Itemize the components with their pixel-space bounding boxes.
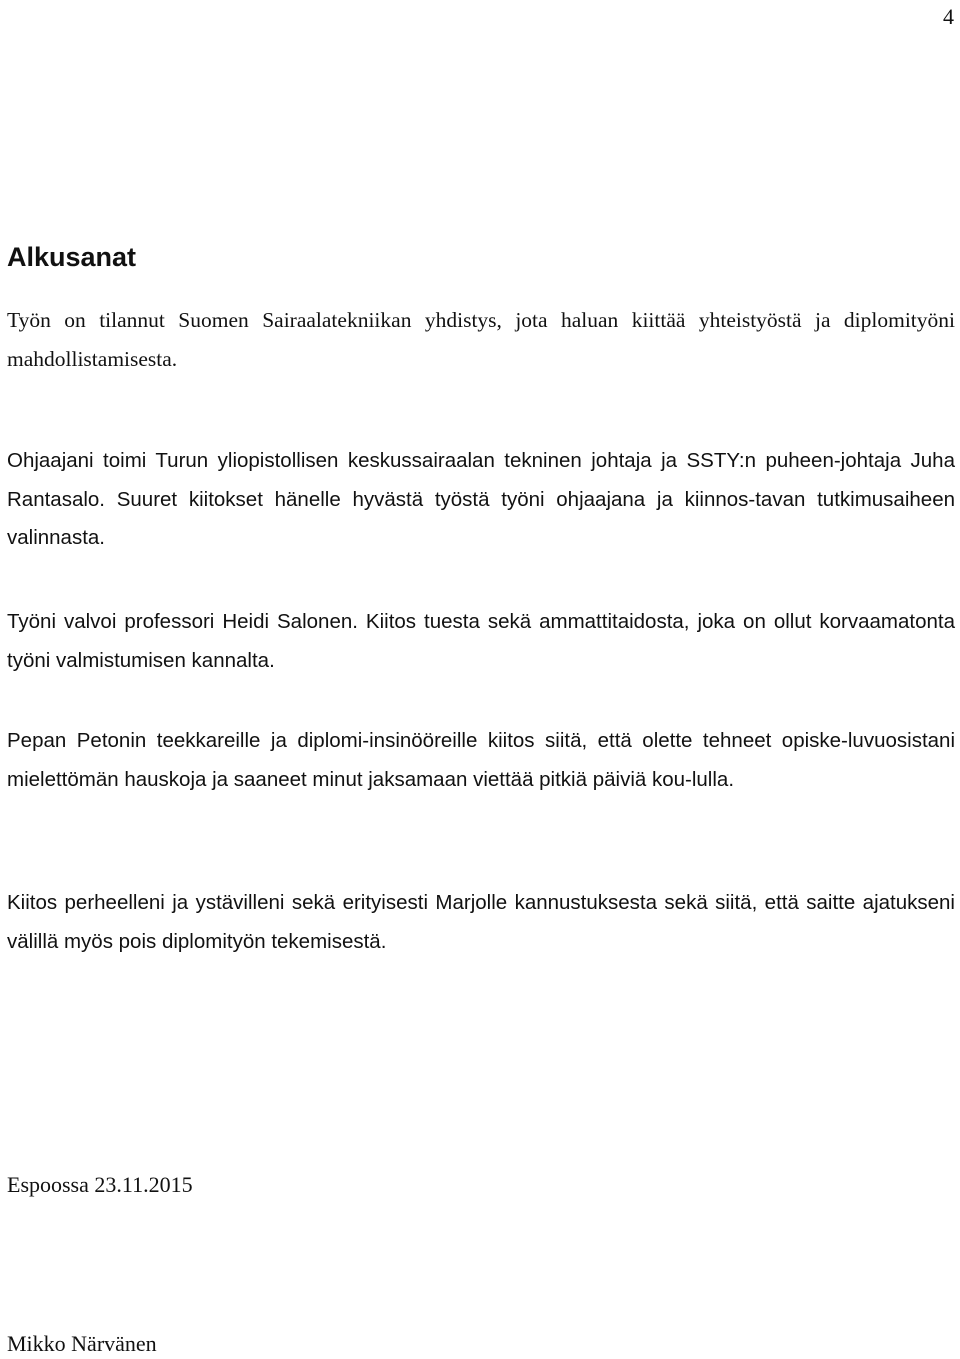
page-number: 4	[943, 4, 954, 29]
paragraph-commission: Työn on tilannut Suomen Sairaalatekniikan yhdistys, jota haluan kiittää yhteistyöstä ja diplomityöni mahdollistamisesta.	[7, 308, 955, 371]
place-date: Espoossa 23.11.2015	[7, 1172, 193, 1197]
section-heading: Alkusanat	[7, 242, 137, 272]
paragraph-family: Kiitos perheelleni ja ystävilleni sekä erityisesti Marjolle kannustuksesta sekä siitä, että saitte ajatukseni välillä myös pois diplomityön tekemisestä.	[7, 891, 955, 953]
paragraph-students: Pepan Petonin teekkareille ja diplomi-insinööreille kiitos siitä, että olette tehneet opiske-luvuosistani mielettömän hauskoja ja saaneet minut jaksamaan viettää pitkiä päiviä kou-lulla.	[7, 729, 955, 791]
paragraph-supervisor: Ohjaajani toimi Turun yliopistollisen keskussairaalan tekninen johtaja ja SSTY:n puheen-johtaja Juha Rantasalo. Suuret kiitokset hänelle hyvästä työstä työni ohjaajana ja kiinnos-tavan tutkimusaiheen valinnasta.	[7, 449, 955, 549]
author-name: Mikko Närvänen	[7, 1331, 157, 1356]
paragraph-professor: Työni valvoi professori Heidi Salonen. Kiitos tuesta sekä ammattitaidosta, joka on ollut korvaamatonta työni valmistumisen kannalta.	[7, 610, 955, 672]
